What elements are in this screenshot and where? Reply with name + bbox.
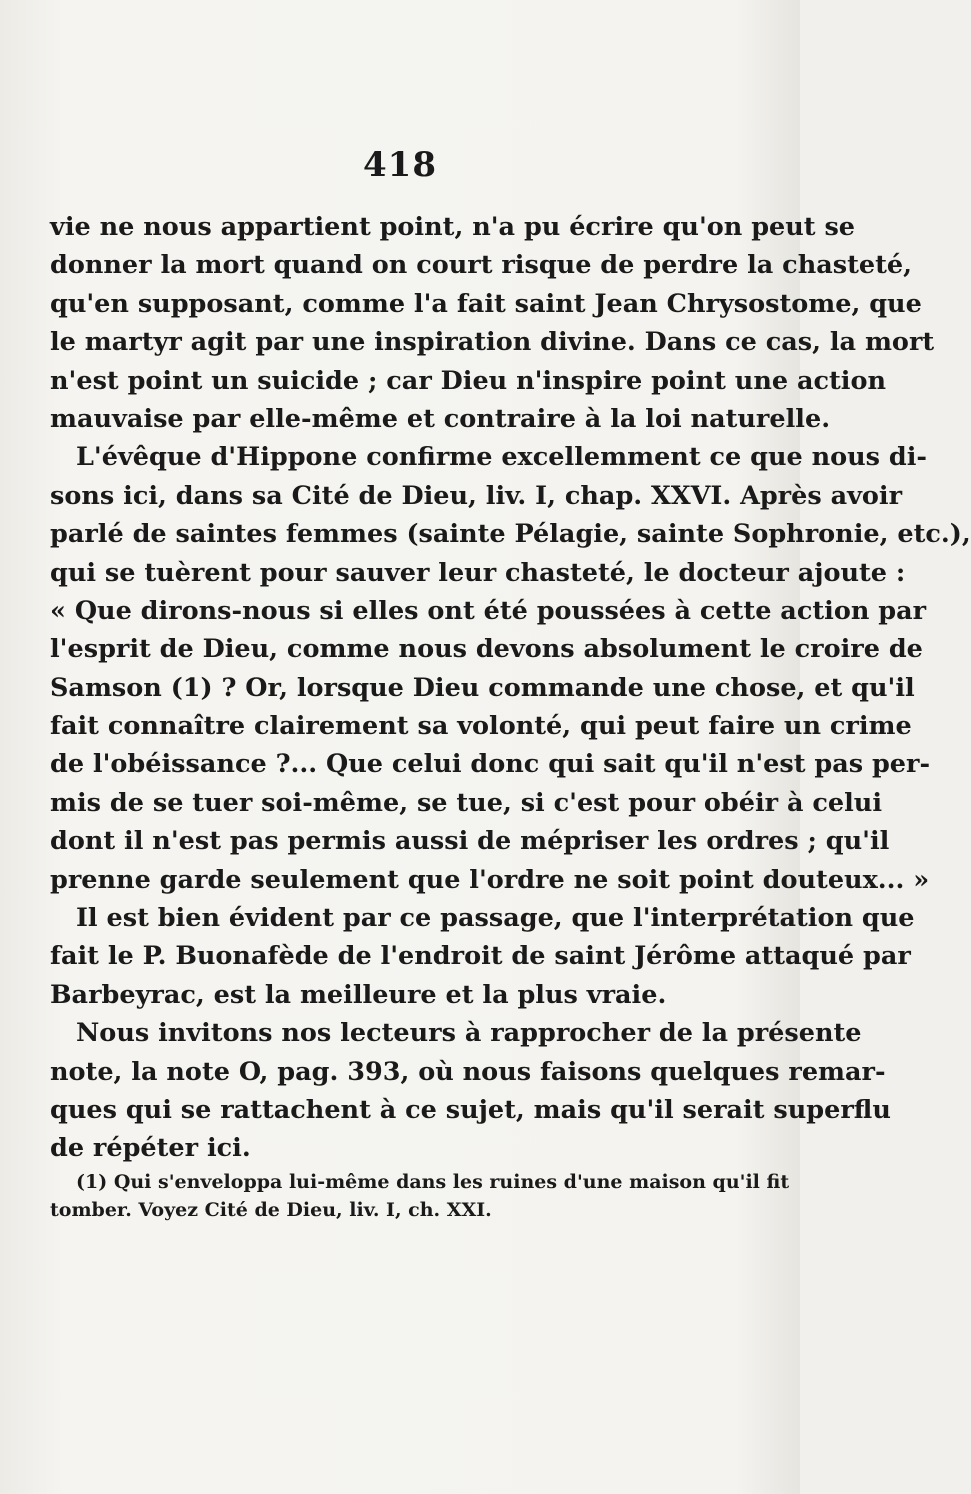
footnote [50, 1168, 790, 1224]
body-line: fait le P. Buonafède de l'endroit de saint Jérôme attaqué par [50, 941, 911, 972]
body-text [50, 208, 971, 1168]
body-line: mis de se tuer soi-même, se tue, si c'est pour obéir à celui [50, 787, 883, 818]
body-line: ques qui se rattachent à ce sujet, mais qu'il serait superflu [50, 1094, 891, 1125]
body-line: fait connaître clairement sa volonté, qui peut faire un crime [50, 711, 912, 742]
page-number: 418 [363, 145, 437, 185]
body-line: de l'obéissance ?... Que celui donc qui sait qu'il n'est pas per- [50, 749, 931, 780]
body-line: qu'en supposant, comme l'a fait saint Jean Chrysostome, que [50, 288, 922, 319]
body-line: l'esprit de Dieu, comme nous devons absolument le croire de [50, 634, 923, 665]
body-line: dont il n'est pas permis aussi de mépriser les ordres ; qu'il [50, 826, 890, 857]
body-line: Nous invitons nos lecteurs à rapprocher de la présente [76, 1018, 862, 1049]
body-line: prenne garde seulement que l'ordre ne soit point douteux... » [50, 864, 930, 895]
body-line: n'est point un suicide ; car Dieu n'inspire point une action [50, 365, 887, 396]
body-line: Il est bien évident par ce passage, que l'interprétation que [76, 903, 915, 934]
body-line: qui se tuèrent pour sauver leur chasteté, le docteur ajoute : [50, 557, 906, 588]
footnote-line: (1) Qui s'enveloppa lui-même dans les ruines d'une maison qu'il fit [76, 1171, 790, 1193]
footnote-line: tomber. Voyez Cité de Dieu, liv. I, ch. XXI. [50, 1199, 492, 1221]
body-line: Samson (1) ? Or, lorsque Dieu commande une chose, et qu'il [50, 672, 915, 703]
body-line: le martyr agit par une inspiration divine. Dans ce cas, la mort [50, 327, 935, 358]
body-line: donner la mort quand on court risque de perdre la chasteté, [50, 250, 913, 281]
body-line: de répéter ici. [50, 1133, 251, 1164]
body-line: parlé de saintes femmes (sainte Pélagie, sainte Sophronie, etc.), [50, 519, 971, 550]
body-line: note, la note O, pag. 393, où nous faisons quelques remar- [50, 1056, 886, 1087]
body-line: Barbeyrac, est la meilleure et la plus vraie. [50, 979, 667, 1010]
body-line: sons ici, dans sa Cité de Dieu, liv. I, chap. XXVI. Après avoir [50, 480, 903, 511]
body-line: « Que dirons-nous si elles ont été poussées à cette action par [50, 595, 927, 626]
body-line: L'évêque d'Hippone confirme excellemment ce que nous di- [76, 442, 928, 473]
body-line: vie ne nous appartient point, n'a pu écrire qu'on peut se [50, 212, 856, 242]
body-line: mauvaise par elle-même et contraire à la loi naturelle. [50, 403, 831, 434]
